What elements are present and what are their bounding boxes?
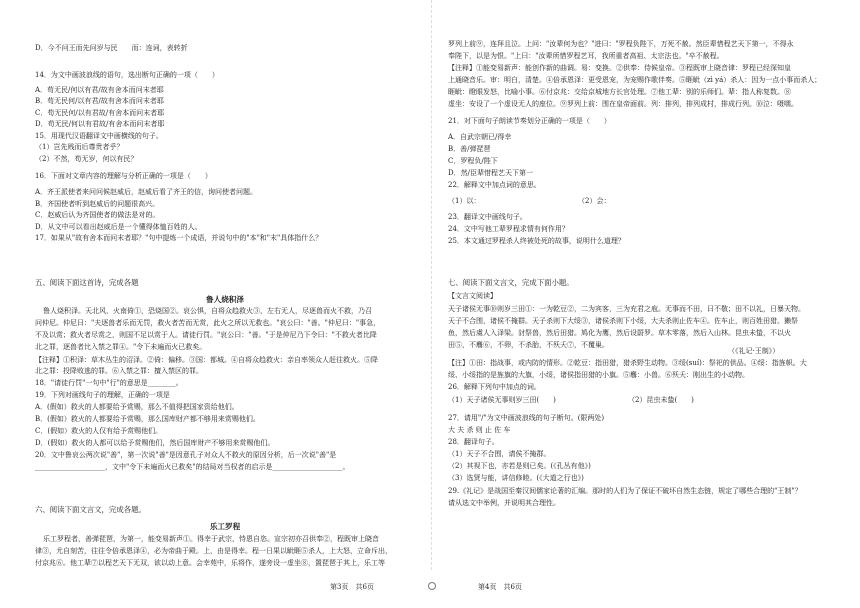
q16-option-d: D．从文中可以看出赵威后是一个懂得体恤百姓的人。 — [35, 223, 202, 231]
q19-option-d: D．(假如）救火的人都可以给予赏赐他们，然后国库财产不够用来赏赐他们。 — [35, 439, 275, 447]
q15-item-2: （2）不然，苟无岁，何以有民？ — [35, 155, 138, 163]
q14-option-b: B．苟无民何/以有君/故有舍本而问末者耶 — [35, 97, 164, 105]
q29-continued: 请从选文中举例，并说明其合理性。 — [448, 499, 560, 507]
q17-stem: 17．如果从"故有舍本而问末者耶？"句中提炼一个成语，并说句中的"本"和"末"具体指什么？ — [35, 234, 323, 242]
q22-item-1: （1）以： — [448, 197, 481, 205]
section-6-heading: 六、阅读下面文言文，完成各题。 — [35, 505, 146, 514]
passage-5-note-1: 【注释】①积泽：草木丛生的沼泽。②倚：偏移。③国：都城。④自将众趋救火：亲自率领众人赶往救火。⑤降 — [35, 356, 378, 364]
q15-stem: 15．用现代汉语翻译文中画横线的句子。 — [35, 132, 163, 140]
q26-stem: 26．解释下列句中加点的词。 — [448, 383, 541, 391]
q16-option-b: B．齐国使者听到赵威后的问题很高兴。 — [35, 200, 160, 208]
q14-option-d: D．苟无民/何以有君故/有舍本而问末者耶 — [35, 120, 165, 128]
q21-stem: 21．对下面句子朗读节奏划分正确的一项是（ ） — [448, 117, 611, 125]
section-7-heading: 七、阅读下面文言文，完成下面小题。 — [448, 278, 574, 287]
q27-stem: 27．请用"/"为文中画波浪线的句子断句。(限两处) — [448, 414, 605, 422]
passage-7-line-3: 鱼，然后虞人入泽梁。豺祭兽，然后田猎。鸠化为鹰，然后设罻罗。草木零落，然后入山林。昆虫未蛰，不以火 — [448, 329, 791, 337]
q21-option-a: A．自武宗朝已/得幸 — [448, 133, 512, 141]
q16-stem: 16．下面对文章内容的理解与分析正确的一项是（ ） — [35, 172, 212, 180]
page-divider — [431, 0, 432, 570]
footer-page-right: 第4页 共6页 — [478, 583, 522, 591]
passage-6-line-1: 乐工罗程者，善弹琵琶，为第一，能变易新声①。得幸于武宗，恃恩自恣。宣宗初亦召供奉②，程既审上晓音 — [43, 535, 379, 543]
passage-6-cont-line-1: 罗列上前⑨，连拜且泣。上问："汝辈何为也？"进曰："罗程负陛下，万死不赦。然臣辈惜程艺天下第一，不得永 — [448, 40, 794, 48]
passage-7-note-2: 绥、小绥指的是旌旗的大旗，小绥，诸侯指田猎的小旗。⑤麛：小兽。⑥殀夭：刚出生的小动物。 — [448, 371, 749, 379]
passage-5-note-2: 北之罪：投降败逃的罪。⑥入禁之罪：擅入禁区的罪。 — [35, 367, 203, 375]
passage-7-note-1: 【注】①田：指战事，或内防的情形。②乾豆：指田猎，猎杀野生动物。③绥(suí)：祭祀的供品。④绥：指旌帜。大 — [448, 359, 807, 367]
passage-6-line-2: 律③，尤自刻苦，往往令倍承恩泽④，必为帝曲于殿。上，由是得幸。程一日果以眦睚⑤杀人，上大怒，立命斥出， — [35, 547, 392, 555]
q20-stem: 20．文中鲁哀公两次说"善"，第一次说"善"是因意孔子对众人不救火的原因分析，后一次说"善"是 — [35, 451, 337, 459]
q22-stem: 22．解释文中加点词的意思。 — [448, 181, 541, 189]
passage-5-title: 鲁人烧积泽 — [206, 295, 244, 304]
passage-6-line-3: 付京兆⑥。他工辈⑦以程艺天下无双，欲以动上意。会幸苑中，乐将作，遂旁设一虚坐⑧，置琵琶于其上，乐工等 — [35, 559, 385, 567]
passage-6-cont-line-2: 奉陛下，以是为恨。"上曰："汝辈所惜罗程艺耳，我所重者高祖、太宗法也。"卒不赦程。 — [448, 52, 724, 60]
q21-option-d: D．然/臣辈惜程艺天下第一 — [448, 169, 533, 177]
passage-5-line-1: 鲁人烧积泽。天北风，火南倚①，恐烧国②。哀公惧，自将众趋救火③，左右无人，尽逐兽而火不救，乃召 — [43, 307, 372, 315]
q21-option-b: B．善/弹琵琶 — [448, 145, 491, 153]
q19-option-c: C．(假如）救火的人仅有给予赏赐他们。 — [35, 427, 163, 435]
q19-stem: 19．下列对画线句子的理解，正确的一项是 — [35, 391, 170, 399]
q21-option-c: C．罗程负/陛下 — [448, 157, 498, 165]
q15-item-1: （1）岂先贱而后尊贵者乎？ — [35, 143, 124, 151]
q20-continued: ____________________，文中"令下未遍而火已救矣"的结局对当权者的启示是____________________。 — [35, 463, 350, 471]
passage-6-note-2: 上通晓音乐。审：明白，清楚。④倍承恩泽：更受恩宠，为宠赐作歌伴奏。⑤睚眦（zì yá）杀人：因为一点小事而杀人； — [448, 76, 822, 84]
passage-5-line-4: 北之罪，逐兽者比入禁之罪④。"令下未遍而火已救矣。 — [35, 343, 207, 351]
section-5-heading: 五、阅读下面这首诗，完成各题 — [35, 278, 139, 287]
passage-6-note-3: 睚眦：瞪眼发怒，比喻小事。⑥付京兆：交给京城地方长官处理。⑦他工辈：别的乐师们。辈：指人称复数。⑧ — [448, 88, 791, 96]
q29-stem: 29.《礼记》是战国至秦汉间儒家论著的汇编。那时的人们为了保证不破坏自然生态链，规定了哪些合理的"王制"？ — [448, 487, 802, 495]
q16-option-c: C．赵威后认为齐国使者的做法是对的。 — [35, 211, 160, 219]
passage-5-line-2: 问仲尼。仲尼曰："夫逐兽者乐而无罚，救火者苦而无赏，此火之所以无救也。"哀公曰："善。"仲尼曰："事急， — [35, 319, 381, 327]
passage-7-line-1: 天子诸侯无事⑩则岁三田①：一为乾豆②，二为宾客，三为充君之庖。无事而不田，曰不敬；田不以礼，日暴天物。 — [448, 305, 805, 313]
q24-stem: 24．文中写他工辈罗程求情有何作用？ — [448, 225, 569, 233]
q13-option-d: D．今不问王而先问岁与民 而：连词，表转折 — [35, 44, 188, 52]
q28-item-2: （2）其视下也，亦若是则已矣。(《孔丛有他》) — [448, 462, 591, 470]
q23-stem: 23．翻译文中画线句子。 — [448, 213, 527, 221]
binding-hole-icon — [428, 582, 436, 590]
q27-text: 大 夫 杀 则 止 佐 车 — [448, 426, 511, 434]
passage-7-line-4: 田⑤，不麛⑥，不卵，不杀胎，不殀夭⑦，不覆巢。 — [448, 341, 609, 349]
q19-option-a: A．(假如）救火的人都要给予赏赐，那么不值得把国家资给他们。 — [35, 403, 239, 411]
passage-6-note-1: 【注释】①能变易新声：能创作新的曲调。易：变换。②供奉：侍候皇帝。③程既审上晓音律：罗程已经深知皇 — [448, 64, 791, 72]
footer-page-left: 第3页 共6页 — [330, 583, 374, 591]
q28-stem: 28．翻译句子。 — [448, 438, 499, 446]
passage-6-title: 乐工罗程 — [209, 522, 241, 531]
q28-item-3: （3）选贤与能，讲信修睦。(《大道之行也》) — [448, 474, 584, 482]
q19-option-b: B．(假如）救火的人都要给予赏赐，那么国库财产都不够用来赏赐他们。 — [35, 415, 260, 423]
passage-7-source: （《礼记·王制》） — [728, 347, 780, 355]
q18-stem: 18．"请徒行罚"一句中"行"的意思是________。 — [35, 379, 183, 387]
q22-item-2: （2）会： — [578, 197, 611, 205]
passage-7-line-2: 天子不合围，诸侯不掩群。天子杀则下大绥③，诸侯杀则下小绥，大夫杀则止佐车④。佐车止，则百姓田猎。獭祭 — [448, 317, 798, 325]
q28-item-1: （1）天子不合围，请侯不掩群。 — [448, 450, 551, 458]
passage-6-note-4: 虚坐：安设了一个虚设无人的座位。⑨罗列上前：围在皇帝面前。列：排列，排列成村，排成行列。⑩泣：嗫嚅。 — [448, 100, 798, 108]
q26-item-1: （1）天子诸侯无事则岁三田( ) — [448, 396, 556, 404]
q14-stem: 14．为文中画波浪线的语句，选出断句正确的一项（ ） — [35, 71, 219, 79]
q14-option-a: A．苟无民/何以有君/故有舍本而问末者耶 — [35, 86, 164, 94]
q25-stem: 25．本文通过罗程杀人终被处死的故事，说明什么道理？ — [448, 237, 625, 245]
q14-option-c: C．苟无民何/以有君故/有舍本而问末者耶 — [35, 109, 165, 117]
q16-option-a: A．齐王派使者来问问候赵威后，赵威后看了齐王的信，询问使者问题。 — [35, 188, 258, 196]
q26-item-2: （2）昆虫未蛰( ) — [628, 396, 694, 404]
passage-5-line-3: 不及以赏；救火者尽赏之，则国不足以赏于人。请徒行罚。"哀公曰："善。"于是仲尼乃下令曰："不救火者比降 — [35, 331, 377, 339]
section-7-subheading: 【文言文阅读】 — [448, 292, 497, 300]
